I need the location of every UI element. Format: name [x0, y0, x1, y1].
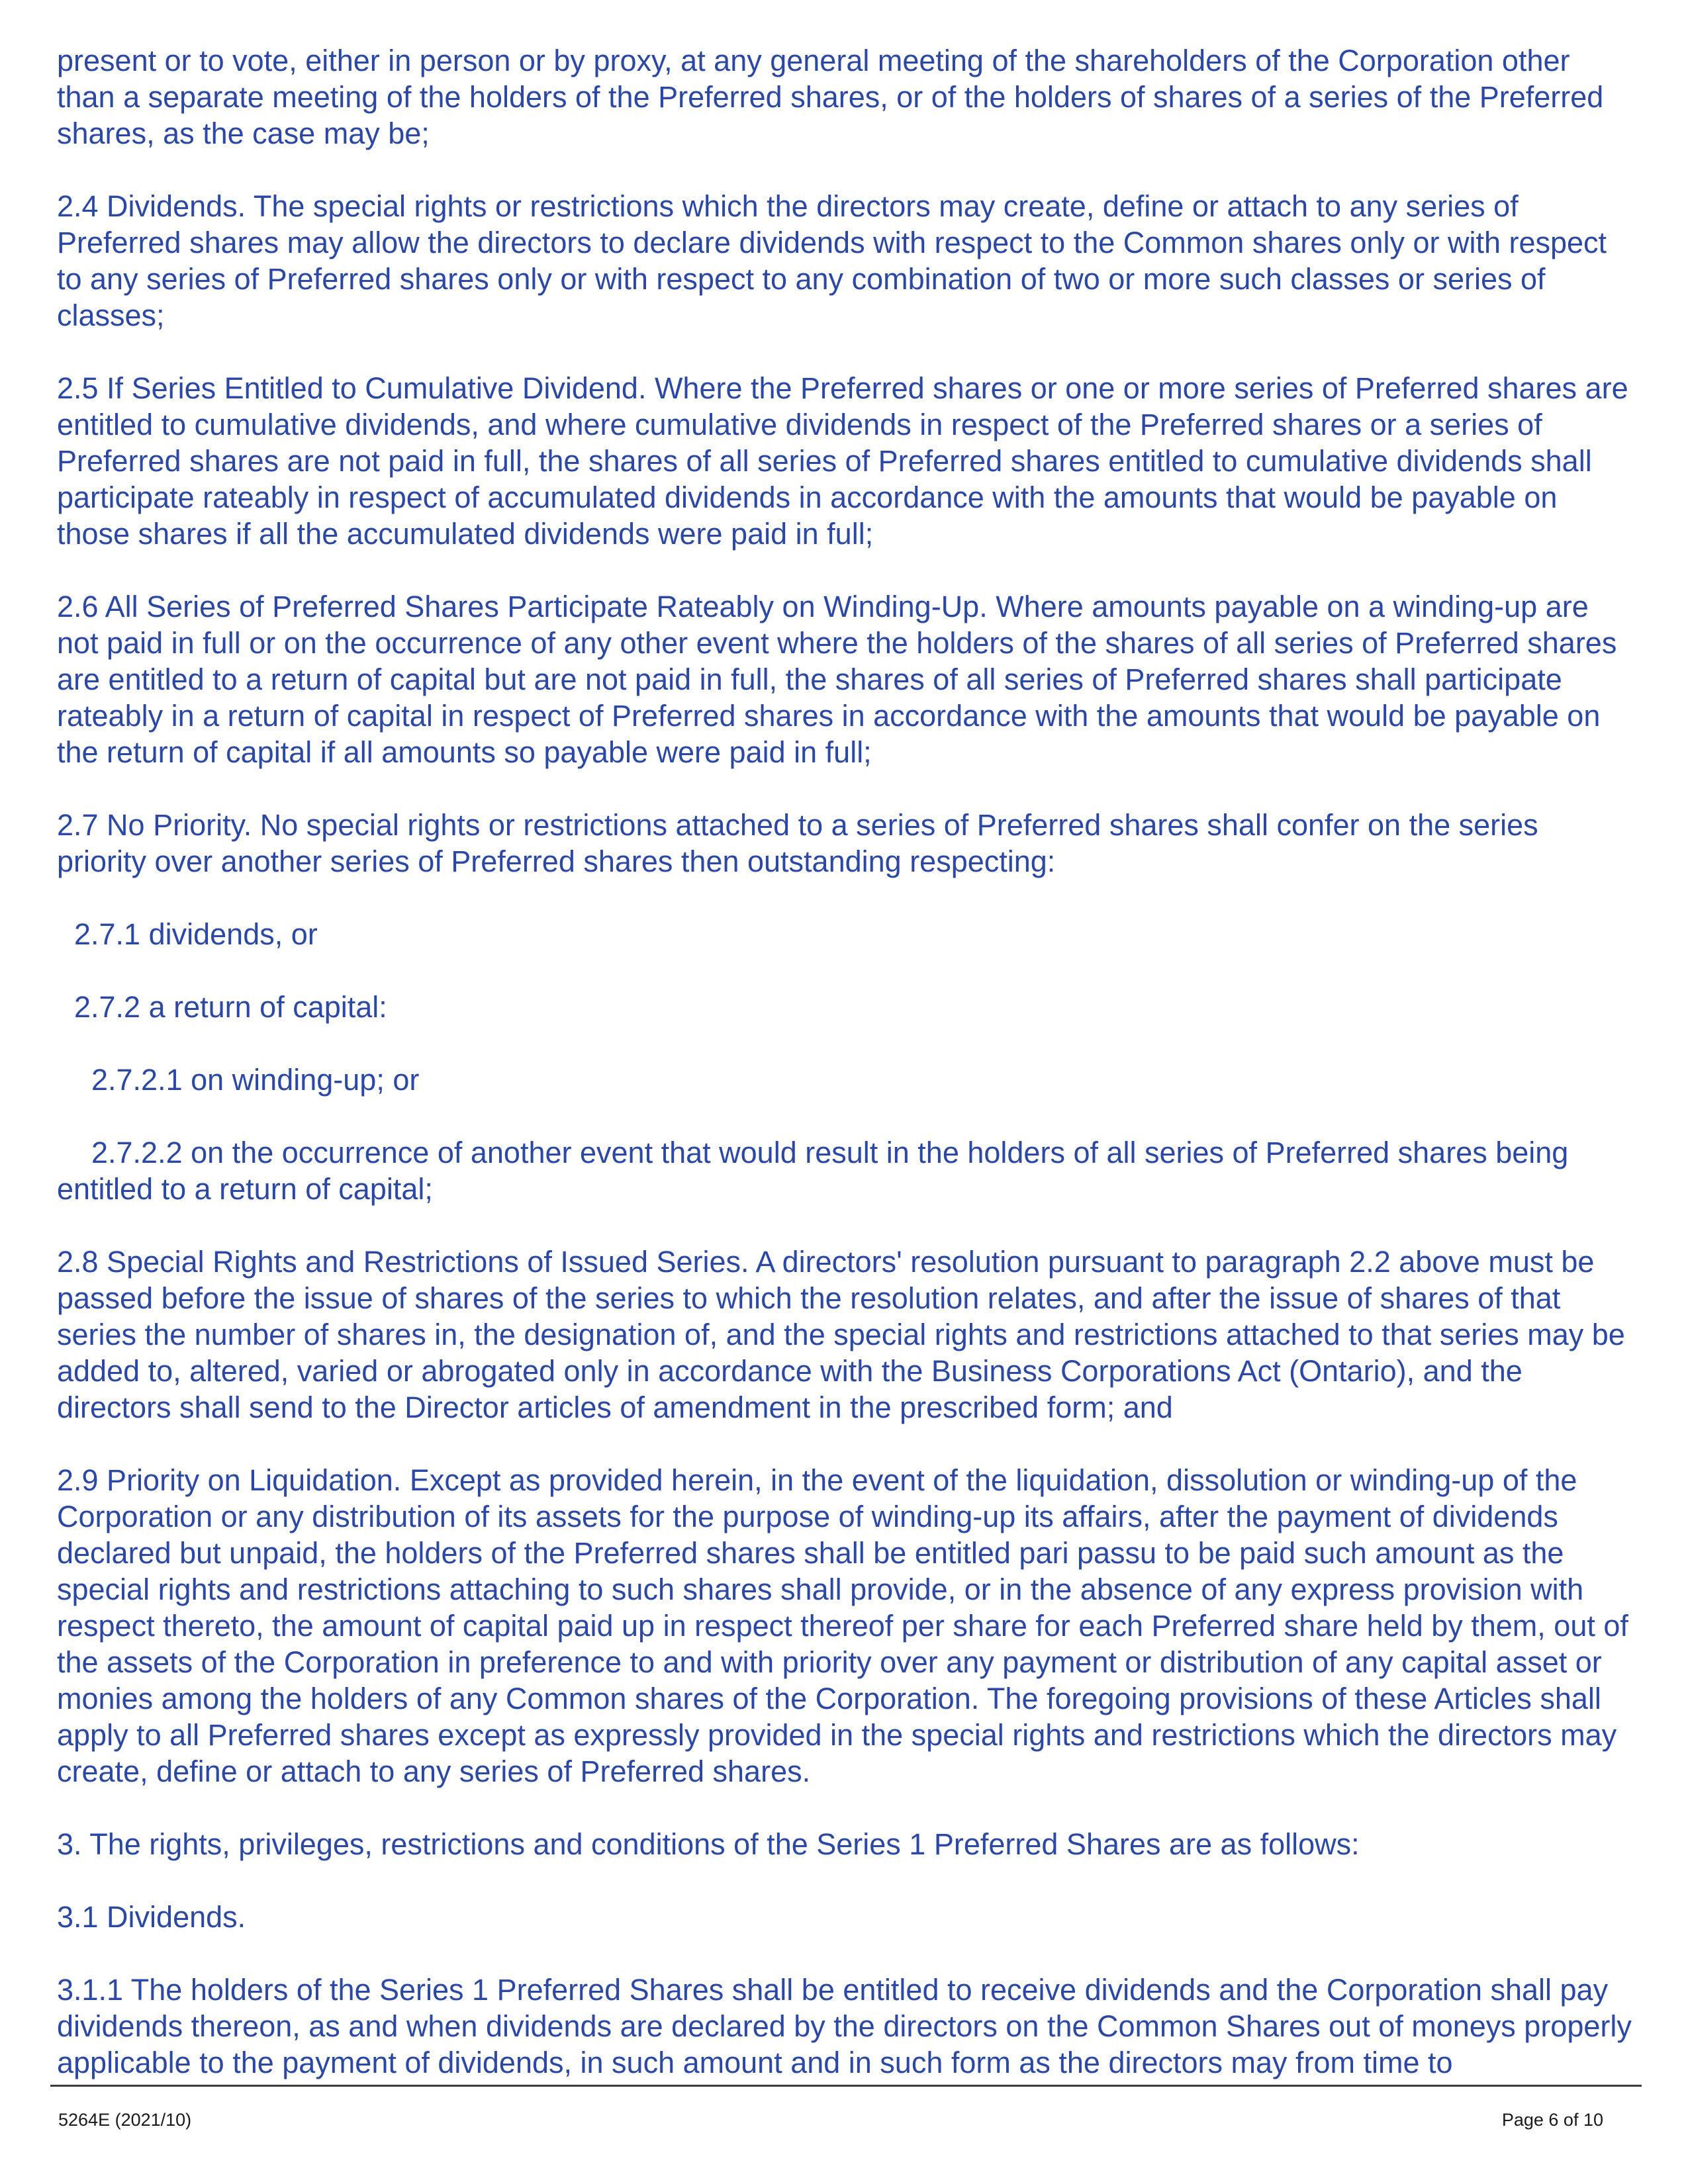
footer-page-number: Page 6 of 10 [1501, 2110, 1603, 2130]
paragraph-continuation: present or to vote, either in person or by proxy, at any general meeting of the shareholders of the Corporation other than a separate meeting of the holders of the Preferred shares, or of the holders of shares of a series of the Preferred shares, as the case may be; [57, 44, 1604, 150]
paragraph-2-7-no-priority: 2.7 No Priority. No special rights or restrictions attached to a series of Preferred shares shall confer on the series priority over another series of Preferred shares then outstanding respecting: [57, 808, 1538, 878]
footer-divider [50, 2085, 1642, 2087]
document-body [57, 42, 1632, 2117]
paragraph-2-9-liquidation: 2.9 Priority on Liquidation. Except as provided herein, in the event of the liquidation, dissolution or winding-up of the Corporation or any distribution of its assets for the purpose of winding-up its affairs, after the payment of dividends declared but unpaid, the holders of the Preferred shares shall be entitled pari passu to be paid such amount as the special rights and restrictions attaching to such shares shall provide, or in the absence of any express provision with respect thereto, the amount of capital paid up in respect thereof per share for each Preferred share held by them, out of the assets of the Corporation in preference to and with priority over any payment or distribution of any capital asset or monies among the holders of any Common shares of the Corporation. The foregoing provisions of these Articles shall apply to all Preferred shares except as expressly provided in the special rights and restrictions which the directors may create, define or attach to any series of Preferred shares. [57, 1463, 1628, 1788]
paragraph-2-7-2-2: 2.7.2.2 on the occurrence of another event that would result in the holders of all series of Preferred shares being entitled to a return of capital; [57, 1136, 1569, 1206]
footer-form-code: 5264E (2021/10) [58, 2110, 192, 2130]
paragraph-2-4-dividends: 2.4 Dividends. The special rights or restrictions which the directors may create, define or attach to any series of Preferred shares may allow the directors to declare dividends with respect to the Common shares only or with respect to any series of Preferred shares only or with respect to any combination of two or more such classes or series of classes; [57, 189, 1607, 332]
paragraph-3-series-1: 3. The rights, privileges, restrictions and conditions of the Series 1 Preferred Shares are as follows: [57, 1827, 1360, 1861]
paragraph-3-1-dividends: 3.1 Dividends. [57, 1900, 246, 1934]
paragraph-3-1-1: 3.1.1 The holders of the Series 1 Preferred Shares shall be entitled to receive dividends and the Corporation shall pay dividends thereon, as and when dividends are declared by the directors on the Common Shares out of moneys properly applicable to the payment of dividends, in such amount and in such form as the directors may from time to [57, 1973, 1632, 2079]
paragraph-2-6-winding-up: 2.6 All Series of Preferred Shares Participate Rateably on Winding-Up. Where amounts payable on a winding-up are not paid in full or on the occurrence of any other event where the holders of the shares of all series of Preferred shares are entitled to a return of capital but are not paid in full, the shares of all series of Preferred shares shall participate rateably in a return of capital in respect of Preferred shares in accordance with the amounts that would be payable on the return of capital if all amounts so payable were paid in full; [57, 590, 1617, 769]
paragraph-2-7-2: 2.7.2 a return of capital: [74, 990, 387, 1024]
paragraph-2-8-issued-series: 2.8 Special Rights and Restrictions of Issued Series. A directors' resolution pursuant to paragraph 2.2 above must be passed before the issue of shares of the series to which the resolution relates, and after the issue of shares of that series the number of shares in, the designation of, and the special rights and restrictions attached to that series may be added to, altered, varied or abrogated only in accordance with the Business Corporations Act (Ontario), and the directors shall send to the Director articles of amendment in the prescribed form; and [57, 1245, 1625, 1424]
paragraph-2-7-1: 2.7.1 dividends, or [74, 917, 318, 951]
paragraph-2-5-cumulative-dividend: 2.5 If Series Entitled to Cumulative Dividend. Where the Preferred shares or one or more series of Preferred shares are entitled to cumulative dividends, and where cumulative dividends in respect of the Preferred shares or a series of Preferred shares are not paid in full, the shares of all series of Preferred shares entitled to cumulative dividends shall participate rateably in respect of accumulated dividends in accordance with the amounts that would be payable on those shares if all the accumulated dividends were paid in full; [57, 371, 1628, 551]
paragraph-2-7-2-1: 2.7.2.1 on winding-up; or [91, 1063, 420, 1097]
